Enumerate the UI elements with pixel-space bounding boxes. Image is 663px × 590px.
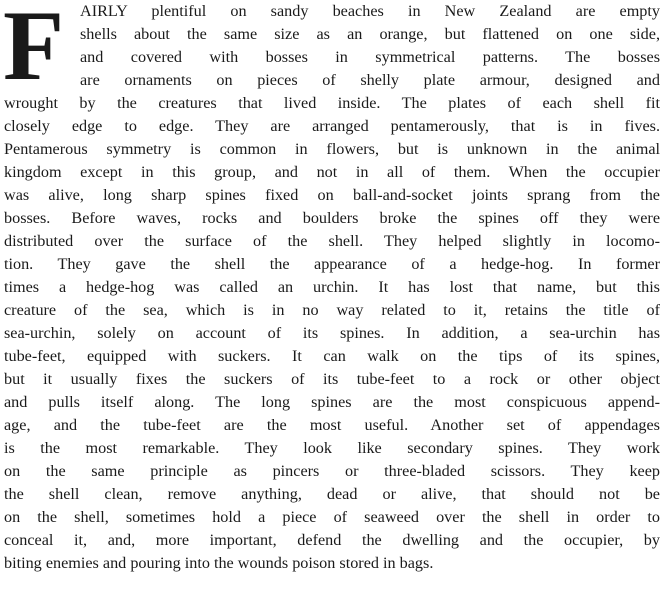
- text-line: kingdom except in this group, and not in all of them. When the occupier: [4, 163, 660, 181]
- text-line: tion. They gave the shell the appearance of a hedge-hog. In former: [4, 255, 660, 273]
- text-line: conceal it, and, more important, defend the dwelling and the occupier, by: [4, 531, 660, 549]
- text-line: on the same principle as pincers or three-bladed scissors. They keep: [4, 462, 660, 480]
- text-line: and pulls itself along. The long spines are the most conspicuous append-: [4, 393, 660, 411]
- text-line: distributed over the surface of the shell. They helped slightly in locomo-: [4, 232, 660, 250]
- text-line: age, and the tube-feet are the most useful. Another set of appendages: [4, 416, 660, 434]
- text-line: the shell clean, remove anything, dead or alive, that should not be: [4, 485, 660, 503]
- text-line: wrought by the creatures that lived inside. The plates of each shell fit: [4, 94, 660, 112]
- text-line: shells about the same size as an orange, but flattened on one side,: [80, 25, 660, 43]
- text-line: tube-feet, equipped with suckers. It can walk on the tips of its spines,: [4, 347, 660, 365]
- text-line: Pentamerous symmetry is common in flowers, but is unknown in the animal: [4, 140, 660, 158]
- text-line: closely edge to edge. They are arranged pentamerously, that is in fives.: [4, 117, 660, 135]
- drop-cap: F: [3, 0, 65, 101]
- text-line: bosses. Before waves, rocks and boulders broke the spines off they were: [4, 209, 660, 227]
- text-line: creature of the sea, which is in no way related to it, retains the title of: [4, 301, 660, 319]
- text-line: on the shell, sometimes hold a piece of seaweed over the shell in order to: [4, 508, 660, 526]
- text-line: biting enemies and pouring into the wounds poison stored in bags.: [4, 554, 434, 572]
- text-line: and covered with bosses in symmetrical patterns. The bosses: [80, 48, 660, 66]
- text-line: are ornaments on pieces of shelly plate armour, designed and: [80, 71, 660, 89]
- text-line: was alive, long sharp spines fixed on ball-and-socket joints sprang from the: [4, 186, 660, 204]
- text-line: but it usually fixes the suckers of its tube-feet to a rock or other object: [4, 370, 660, 388]
- text-line: times a hedge-hog was called an urchin. It has lost that name, but this: [4, 278, 660, 296]
- text-line: is the most remarkable. They look like secondary spines. They work: [4, 439, 660, 457]
- text-line: AIRLY plentiful on sandy beaches in New Zealand are empty: [80, 2, 660, 20]
- text-line: sea-urchin, solely on account of its spines. In addition, a sea-urchin has: [4, 324, 660, 342]
